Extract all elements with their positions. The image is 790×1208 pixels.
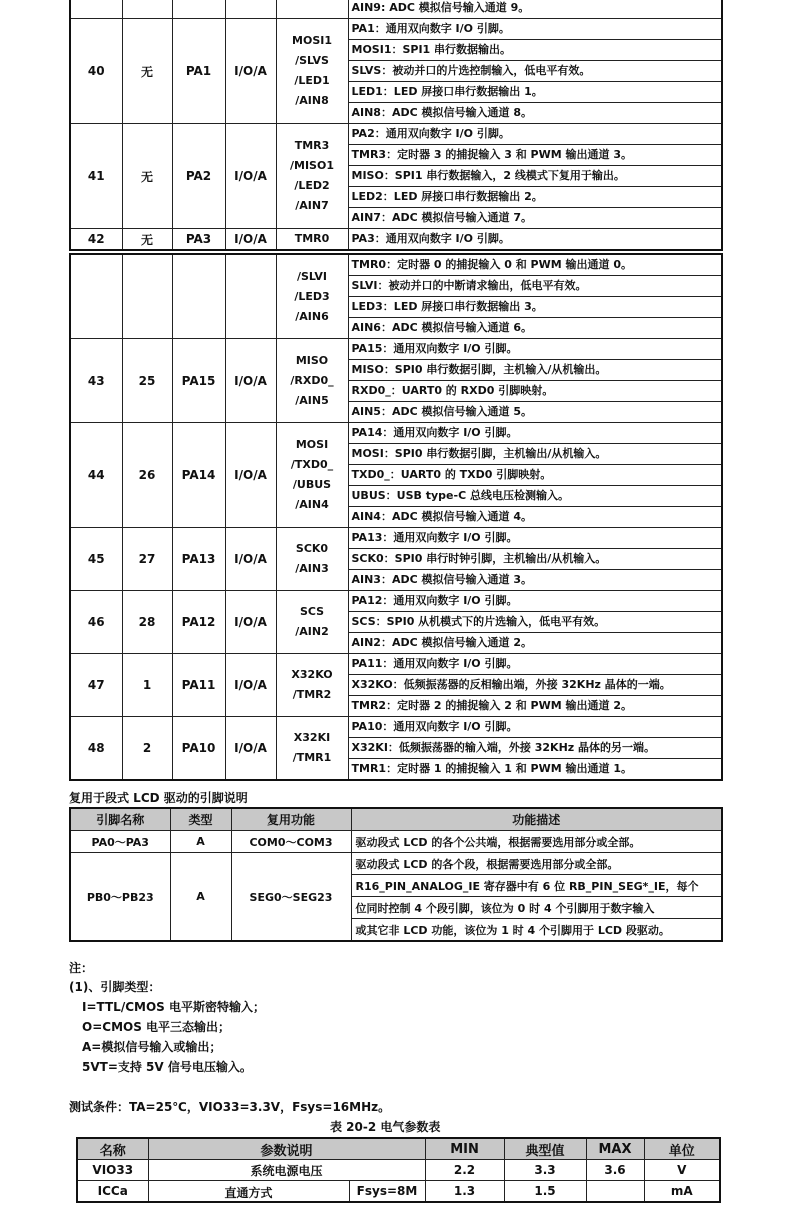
row-typ: 1.5 xyxy=(504,1181,586,1203)
alt-function-cell xyxy=(276,423,348,528)
alt-function-cell xyxy=(276,229,348,251)
pin-number: 40 xyxy=(70,19,122,124)
electrical-parameter-table xyxy=(76,1137,721,1203)
header-row xyxy=(70,808,722,831)
alt-function-cell xyxy=(276,124,348,229)
pin-description: LED1：LED 屏接口串行数据输出 1。 xyxy=(348,82,722,103)
pin-description: TXD0_：UART0 的 TXD0 引脚映射。 xyxy=(348,465,722,486)
header-name: 名称 xyxy=(77,1138,148,1160)
alt-function: /TXD0_ xyxy=(290,458,334,471)
row-unit: V xyxy=(644,1160,720,1181)
pin-name: PA11 xyxy=(172,654,225,717)
alt-function-cell xyxy=(276,528,348,591)
pin-number: 42 xyxy=(70,229,122,251)
pin-description: X32KO：低频振荡器的反相输出端，外接 32KHz 晶体的一端。 xyxy=(348,675,722,696)
alt-function: /AIN4 xyxy=(295,498,329,511)
row-unit: mA xyxy=(644,1181,720,1203)
alt-function-cell xyxy=(276,654,348,717)
pin-description: PA12：通用双向数字 I/O 引脚。 xyxy=(348,591,722,612)
alt-function: SEG0～SEG23 xyxy=(231,853,351,942)
pin-description: PA3：通用双向数字 I/O 引脚。 xyxy=(348,229,722,251)
pin-number-alt: 26 xyxy=(122,423,172,528)
column-header: 引脚名称 xyxy=(70,808,170,831)
table-row xyxy=(70,254,722,276)
pin-description: AIN5：ADC 模拟信号输入通道 5。 xyxy=(348,402,722,423)
pin-description: SLVI：被动并口的中断请求输出，低电平有效。 xyxy=(348,276,722,297)
alt-function: /SLVS xyxy=(295,54,329,67)
table-caption: 表 20-2 电气参数表 xyxy=(330,1120,441,1134)
pin-description: MOSI1：SPI1 串行数据输出。 xyxy=(348,40,722,61)
row-max: 3.6 xyxy=(586,1160,644,1181)
empty-cell xyxy=(70,0,122,19)
alt-function: /AIN7 xyxy=(295,199,329,212)
table-row xyxy=(70,19,722,40)
table-row xyxy=(70,0,722,19)
pin-type: I/O/A xyxy=(225,19,276,124)
header-typ: 典型值 xyxy=(504,1138,586,1160)
alt-function: X32KI xyxy=(293,731,331,744)
pin-number: 41 xyxy=(70,124,122,229)
pin-description: PA2：通用双向数字 I/O 引脚。 xyxy=(348,124,722,145)
pin-description: TMR3：定时器 3 的捕捉输入 3 和 PWM 输出通道 3。 xyxy=(348,145,722,166)
column-header: 复用功能 xyxy=(231,808,351,831)
alt-function: X32KO xyxy=(291,668,333,681)
header-max: MAX xyxy=(586,1138,644,1160)
pin-name: PA1 xyxy=(172,19,225,124)
alt-function: TMR0 xyxy=(294,232,330,245)
notes-list xyxy=(82,997,265,1077)
pin-name: PA13 xyxy=(172,528,225,591)
empty-cell xyxy=(172,254,225,339)
pin-description: MOSI：SPI0 串行数据引脚，主机输出/从机输入。 xyxy=(348,444,722,465)
alt-function: /UBUS xyxy=(292,478,332,491)
pin-number: 43 xyxy=(70,339,122,423)
pin-type: I/O/A xyxy=(225,717,276,781)
pin-type: I/O/A xyxy=(225,339,276,423)
empty-cell xyxy=(172,0,225,19)
pin-table-bottom xyxy=(69,253,723,781)
pin-description: PA15：通用双向数字 I/O 引脚。 xyxy=(348,339,722,360)
alt-function: /RXD0_ xyxy=(290,373,334,387)
pin-number: 45 xyxy=(70,528,122,591)
lcd-section-title: 复用于段式 LCD 驱动的引脚说明 xyxy=(69,791,248,805)
alt-function: MOSI xyxy=(295,438,329,451)
header-unit: 单位 xyxy=(644,1138,720,1160)
pin-name: PA15 xyxy=(172,339,225,423)
row-min: 1.3 xyxy=(425,1181,504,1203)
pin-type: I/O/A xyxy=(225,124,276,229)
pin-description: TMR2：定时器 2 的捕捉输入 2 和 PWM 输出通道 2。 xyxy=(348,696,722,717)
row-typ: 3.3 xyxy=(504,1160,586,1181)
pin-type: I/O/A xyxy=(225,591,276,654)
table-row xyxy=(70,853,722,875)
pin-description: UBUS：USB type-C 总线电压检测输入。 xyxy=(348,486,722,507)
alt-function: TMR3 xyxy=(294,139,330,152)
row-name: VIO33 xyxy=(77,1160,148,1181)
pin-name: PB0～PB23 xyxy=(70,853,170,942)
alt-function-cell xyxy=(276,339,348,423)
row-min: 2.2 xyxy=(425,1160,504,1181)
test-conditions: 测试条件：TA=25℃，VIO33=3.3V，Fsys=16MHz。 xyxy=(69,1100,391,1114)
alt-function: MOSI1 xyxy=(292,34,332,47)
empty-cell xyxy=(225,0,276,19)
pin-description: LED3：LED 屏接口串行数据输出 3。 xyxy=(348,297,722,318)
pin-number: 48 xyxy=(70,717,122,781)
table-row xyxy=(70,717,722,738)
header-desc: 参数说明 xyxy=(148,1138,425,1160)
alt-function-cell xyxy=(276,254,348,339)
pin-number-alt: 无 xyxy=(122,19,172,124)
table-row xyxy=(70,339,722,360)
row-cond: Fsys=8M xyxy=(349,1181,425,1203)
function-description: 驱动段式 LCD 的各个公共端，根据需要选用部分或全部。 xyxy=(351,831,722,853)
function-description: 驱动段式 LCD 的各个段，根据需要选用部分或全部。 xyxy=(351,853,722,875)
pin-description: PA1：通用双向数字 I/O 引脚。 xyxy=(348,19,722,40)
pin-type: A xyxy=(170,853,231,942)
pin-number-alt: 25 xyxy=(122,339,172,423)
alt-function: MISO xyxy=(295,353,329,367)
alt-function: COM0～COM3 xyxy=(231,831,351,853)
alt-function: /AIN5 xyxy=(295,393,329,407)
pin-table-top xyxy=(69,0,723,251)
pin-description: TMR1：定时器 1 的捕捉输入 1 和 PWM 输出通道 1。 xyxy=(348,759,722,781)
alt-function-cell xyxy=(276,717,348,781)
empty-cell xyxy=(225,254,276,339)
alt-function-cell xyxy=(276,19,348,124)
alt-function-cell xyxy=(276,591,348,654)
pin-description: AIN9: ADC 模拟信号输入通道 9。 xyxy=(348,0,722,19)
alt-function: /LED3 xyxy=(294,289,330,303)
pin-name: PA0～PA3 xyxy=(70,831,170,853)
alt-function: SCK0 xyxy=(295,542,329,555)
alt-function: /TMR2 xyxy=(292,688,332,701)
pin-description: AIN8：ADC 模拟信号输入通道 8。 xyxy=(348,103,722,124)
table-row xyxy=(70,528,722,549)
table-row xyxy=(70,229,722,251)
pin-name: PA2 xyxy=(172,124,225,229)
pin-name: PA3 xyxy=(172,229,225,251)
pin-description: AIN7：ADC 模拟信号输入通道 7。 xyxy=(348,208,722,229)
pin-description: AIN3：ADC 模拟信号输入通道 3。 xyxy=(348,570,722,591)
notes-heading: (1)、引脚类型： xyxy=(69,980,161,994)
note-item: 5VT=支持 5V 信号电压输入。 xyxy=(82,1060,252,1074)
empty-cell xyxy=(122,0,172,19)
pin-number-alt: 28 xyxy=(122,591,172,654)
pin-description: SCS：SPI0 从机模式下的片选输入，低电平有效。 xyxy=(348,612,722,633)
notes-title: 注： xyxy=(69,961,94,975)
column-header: 功能描述 xyxy=(351,808,722,831)
empty-cell xyxy=(276,0,348,19)
function-description: R16_PIN_ANALOG_IE 寄存器中有 6 位 RB_PIN_SEG*_IE，每个 xyxy=(351,875,722,897)
pin-description: MISO：SPI0 串行数据引脚，主机输入/从机输出。 xyxy=(348,360,722,381)
table-row xyxy=(70,591,722,612)
pin-description: PA11：通用双向数字 I/O 引脚。 xyxy=(348,654,722,675)
pin-number: 44 xyxy=(70,423,122,528)
alt-function: /AIN6 xyxy=(295,309,329,323)
row-desc: 直通方式 xyxy=(148,1181,349,1203)
pin-description: SLVS：被动并口的片选控制输入，低电平有效。 xyxy=(348,61,722,82)
pin-name: PA10 xyxy=(172,717,225,781)
note-item: A=模拟信号输入或输出； xyxy=(82,1040,222,1054)
header-min: MIN xyxy=(425,1138,504,1160)
alt-function: /LED2 xyxy=(294,179,330,192)
pin-number-alt: 1 xyxy=(122,654,172,717)
row-max xyxy=(586,1181,644,1203)
pin-description: AIN2：ADC 模拟信号输入通道 2。 xyxy=(348,633,722,654)
pin-description: TMR0：定时器 0 的捕捉输入 0 和 PWM 输出通道 0。 xyxy=(348,254,722,276)
pin-description: PA14：通用双向数字 I/O 引脚。 xyxy=(348,423,722,444)
row-desc: 系统电源电压 xyxy=(148,1160,425,1181)
empty-cell xyxy=(70,254,122,339)
pin-type: I/O/A xyxy=(225,423,276,528)
pin-number-alt: 无 xyxy=(122,229,172,251)
pin-number: 46 xyxy=(70,591,122,654)
pin-number: 47 xyxy=(70,654,122,717)
pin-description: MISO：SPI1 串行数据输入，2 线模式下复用于输出。 xyxy=(348,166,722,187)
pin-description: X32KI：低频振荡器的输入端，外接 32KHz 晶体的另一端。 xyxy=(348,738,722,759)
pin-description: AIN6：ADC 模拟信号输入通道 6。 xyxy=(348,318,722,339)
alt-function: /AIN8 xyxy=(295,94,329,107)
pin-type: I/O/A xyxy=(225,528,276,591)
pin-description: PA13：通用双向数字 I/O 引脚。 xyxy=(348,528,722,549)
table-row xyxy=(70,831,722,853)
pin-description: RXD0_：UART0 的 RXD0 引脚映射。 xyxy=(348,381,722,402)
alt-function: SCS xyxy=(299,605,325,618)
empty-cell xyxy=(122,254,172,339)
pin-type: I/O/A xyxy=(225,654,276,717)
alt-function: /AIN2 xyxy=(295,625,329,638)
pin-description: LED2：LED 屏接口串行数据输出 2。 xyxy=(348,187,722,208)
pin-number-alt: 27 xyxy=(122,528,172,591)
pin-description: AIN4：ADC 模拟信号输入通道 4。 xyxy=(348,507,722,528)
pin-number-alt: 2 xyxy=(122,717,172,781)
table-row xyxy=(70,654,722,675)
lcd-pin-table xyxy=(69,807,723,942)
pin-name: PA14 xyxy=(172,423,225,528)
alt-function: /SLVI xyxy=(296,269,328,283)
table-row xyxy=(70,124,722,145)
alt-function: /MISO1 xyxy=(290,159,334,172)
note-item: I=TTL/CMOS 电平斯密特输入； xyxy=(82,1000,265,1014)
pin-name: PA12 xyxy=(172,591,225,654)
alt-function: /LED1 xyxy=(294,74,330,87)
alt-function: /AIN3 xyxy=(295,562,329,575)
row-name: ICCa xyxy=(77,1181,148,1203)
pin-description: SCK0：SPI0 串行时钟引脚，主机输出/从机输入。 xyxy=(348,549,722,570)
pin-number-alt: 无 xyxy=(122,124,172,229)
note-item: O=CMOS 电平三态输出； xyxy=(82,1020,231,1034)
column-header: 类型 xyxy=(170,808,231,831)
alt-function: /TMR1 xyxy=(292,751,332,764)
pin-type: A xyxy=(170,831,231,853)
function-description: 或其它非 LCD 功能，该位为 1 时 4 个引脚用于 LCD 段驱动。 xyxy=(351,919,722,942)
pin-description: PA10：通用双向数字 I/O 引脚。 xyxy=(348,717,722,738)
pin-type: I/O/A xyxy=(225,229,276,251)
function-description: 位同时控制 4 个段引脚，该位为 0 时 4 个引脚用于数字输入 xyxy=(351,897,722,919)
table-row xyxy=(70,423,722,444)
